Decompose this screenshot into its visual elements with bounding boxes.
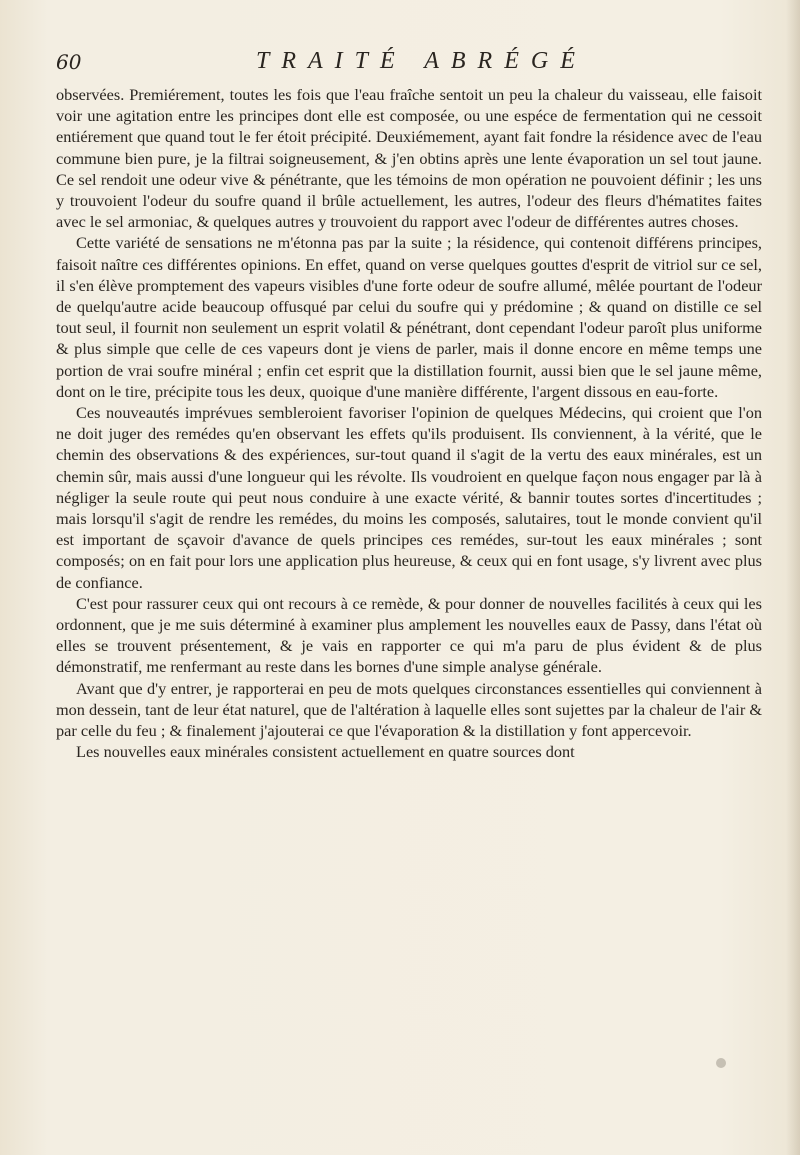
page-header xyxy=(56,46,756,80)
paragraph: Les nouvelles eaux minérales consistent actuellement en quatre sources dont xyxy=(76,742,575,762)
page-edge-shadow xyxy=(786,0,800,1155)
paragraph: C'est pour rassurer ceux qui ont recours à ce remède, & pour donner de nouvelles facilités à ceux qui les ordonnent, que je me suis déterminé à examiner plus amplement les nouvelles eaux de Passy, dans l'état où elles se trouvent présentement, & je vais en rapporter ce qui m'a paru de plus évident & de plus démonstratif, me renfermant au reste dans les bornes d'une simple analyse générale. xyxy=(56,593,762,677)
paragraph: Ces nouveautés imprévues sembleroient favoriser l'opinion de quelques Médecins, qui croient que l'on ne doit juger des remédes qu'en observant les effets qu'ils produisent. Ils conviennent, à la vérité, que le chemin des observations & des expériences, sur-tout quand il s'agit de la vertu des eaux minérales, est un chemin sûr, mais aussi d'une longueur qui les révolte. Ils voudroient en quelque façon nous engager par là à négliger la seule route qui peut nous conduire à une exacte vérité, & bannir toutes sortes d'incertitudes ; mais lorsqu'il s'agit de rendre les remédes, du moins les composés, salutaires, tout le monde convient qu'il est important de sçavoir d'avance de quels principes ces remédes, sur-tout les eaux minérales ; sont composés; on en fait pour lors une application plus heureuse, & ceux qui en font usage, s'y livrent avec plus de confiance. xyxy=(56,403,762,592)
body-text xyxy=(56,84,762,763)
paragraph: Cette variété de sensations ne m'étonna pas par la suite ; la résidence, qui contenoit différens principes, faisoit naître ces différentes opinions. En effet, quand on verse quelques gouttes d'esprit de vitriol sur ce sel, il s'en élève promptement des vapeurs visibles d'une forte odeur de soufre allumé, mêlée pourtant de l'odeur de quelqu'autre acide beaucoup offusqué par celui du soufre qui y prédomine ; & quand on distille ce sel tout seul, il fournit non seulement un esprit volatil & pénétrant, dont cependant l'odeur paroît plus uniforme & plus simple que celle de ces vapeurs dont je viens de parler, mais il donne encore en même temps une portion de vrai soufre minéral ; enfin cet esprit que la distillation fournit, aussi bien que le sel jaune même, dont on le tire, précipite tous les deux, quoique d'une manière différente, l'argent dissous en eau-forte. xyxy=(56,233,762,401)
paragraph: Avant que d'y entrer, je rapporterai en peu de mots quelques circonstances essentielles qui conviennent à mon dessein, tant de leur état naturel, que de l'altération à laquelle elles sont sujettes par la chaleur de l'air & par celle du feu ; & finalement j'ajouterai ce que l'évaporation & la distillation y font appercevoir. xyxy=(56,678,762,741)
page-number: 60 xyxy=(56,50,82,74)
running-title: TRAITÉ ABRÉGÉ xyxy=(256,48,587,74)
ink-smudge xyxy=(716,1058,726,1068)
paragraph: observées. Premiérement, toutes les fois que l'eau fraîche sentoit un peu la chaleur du vaisseau, elle faisoit voir une agitation entre les principes dont elle est composée, ou une espéce de fermentation qui ne cessoit entiérement que quand tout le fer étoit précipité. Deuxiémement, ayant fait fondre la résidence avec de l'eau commune bien pure, je la filtrai soigneusement, & j'en obtins après une lente évaporation un sel tout jaune. Ce sel rendoit une odeur vive & pénétrante, que les témoins de mon opération ne pouvoient définir ; les uns y trouvoient l'odeur du soufre quand il brûle actuellement, les autres, l'odeur des fleurs d'hématites faites avec le sel armoniac, & quelques autres y trouvoient du rapport avec l'odeur de différentes autres choses. xyxy=(56,85,762,232)
